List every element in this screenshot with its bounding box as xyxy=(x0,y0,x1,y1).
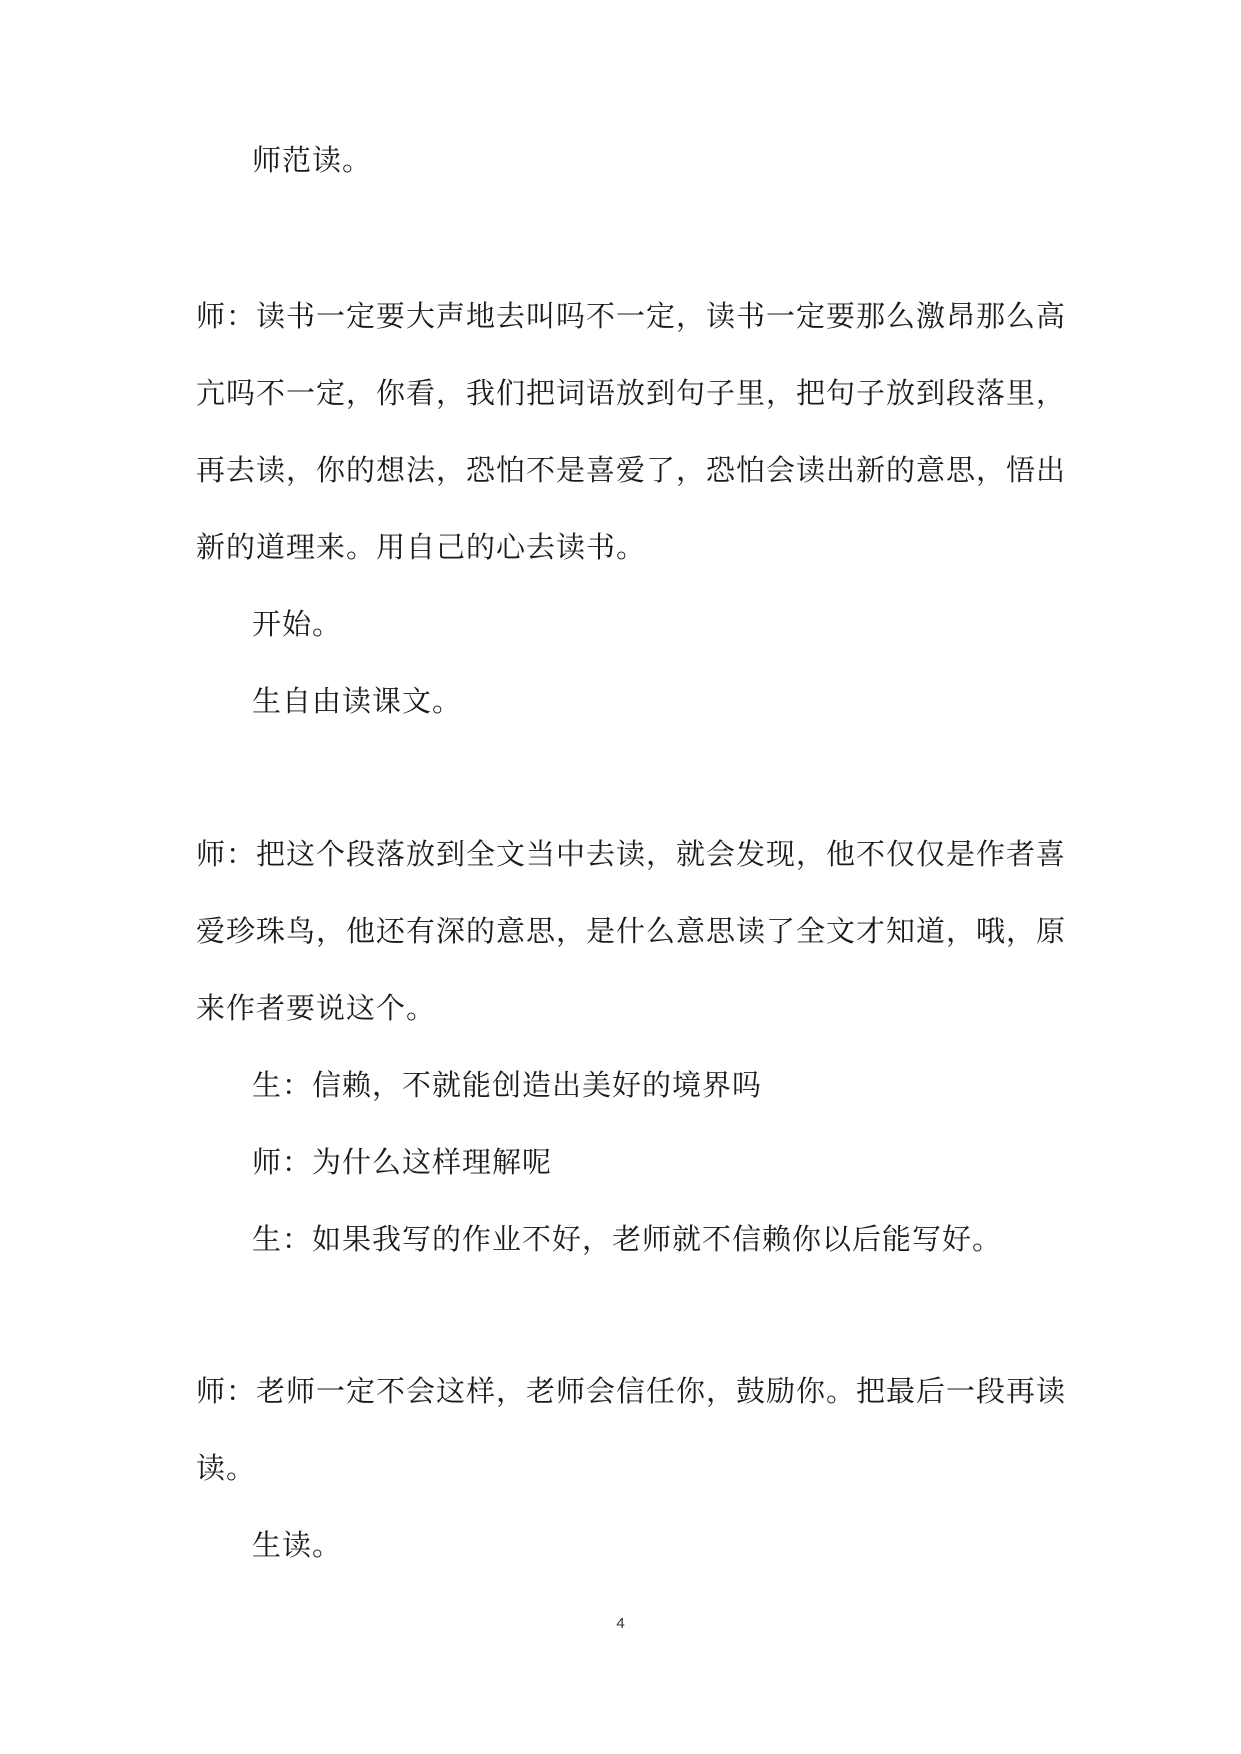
paragraph-line: 来作者要说这个。 xyxy=(196,991,437,1025)
paragraph-line: 生读。 xyxy=(252,1528,343,1562)
paragraph-line: 亢吗不一定，你看，我们把词语放到句子里，把句子放到段落里， xyxy=(196,376,1067,410)
paragraph-line: 师：老师一定不会这样，老师会信任你，鼓励你。把最后一段再读 xyxy=(196,1374,1067,1408)
paragraph-line: 开始。 xyxy=(252,607,343,641)
paragraph-line: 生自由读课文。 xyxy=(252,684,463,718)
paragraph-line: 新的道理来。用自己的心去读书。 xyxy=(196,530,647,564)
paragraph-line: 爱珍珠鸟，他还有深的意思，是什么意思读了全文才知道，哦，原 xyxy=(196,914,1067,948)
paragraph-line: 师范读。 xyxy=(252,143,373,177)
paragraph-line: 再去读，你的想法，恐怕不是喜爱了，恐怕会读出新的意思，悟出 xyxy=(196,453,1067,487)
paragraph-line: 生：信赖，不就能创造出美好的境界吗 xyxy=(252,1068,763,1102)
page-number: 4 xyxy=(616,1615,625,1632)
paragraph-line: 师：为什么这样理解呢 xyxy=(252,1145,553,1179)
paragraph-line: 师：读书一定要大声地去叫吗不一定，读书一定要那么激昂那么高 xyxy=(196,299,1067,333)
paragraph-line: 师：把这个段落放到全文当中去读，就会发现，他不仅仅是作者喜 xyxy=(196,837,1067,871)
paragraph-line: 读。 xyxy=(196,1451,257,1485)
paragraph-line: 生：如果我写的作业不好，老师就不信赖你以后能写好。 xyxy=(252,1222,1003,1256)
